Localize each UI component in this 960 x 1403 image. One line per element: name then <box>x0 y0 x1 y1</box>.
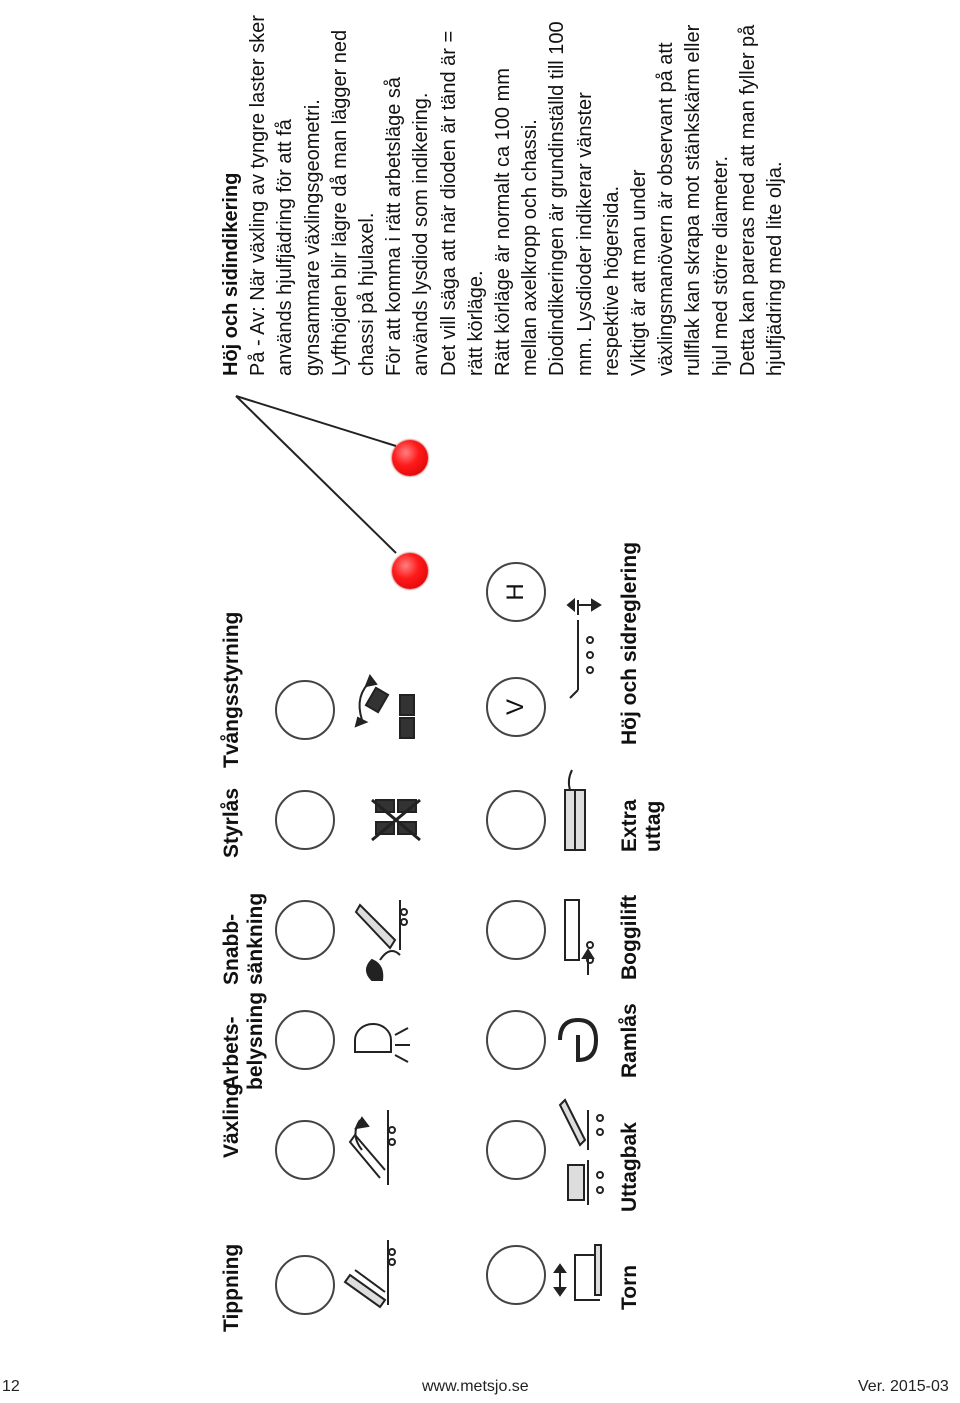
label-tvangsstyrning: Tvångsstyrning <box>220 611 243 768</box>
tower-icon <box>555 1245 601 1300</box>
version-label: Ver. 2015-03 <box>858 1378 949 1395</box>
pointer-line-right <box>236 396 396 446</box>
label-extra-uttag: Extra uttag <box>618 799 665 852</box>
page-number: 12 <box>2 1378 20 1395</box>
description-paragraph: Viktigt är att man under växlingsmanövern är observant på att rullflak kan skrapa mot stänkskärm eller hjul med större diameter. <box>628 24 732 376</box>
label-boggilift: Boggilift <box>618 894 641 980</box>
work-light-icon <box>355 1024 410 1062</box>
description-paragraph: Detta kan pareras med att man fyller på hjulfjädring med lite olja. <box>736 24 787 376</box>
label-torn: Torn <box>618 1264 641 1310</box>
extra-outlet-icon <box>565 770 585 850</box>
description-paragraph: På - Av: När växling av tyngre laster sker används hjulfjädring för att få gynsammare växlingsgeometri. <box>247 15 324 376</box>
bogie-lift-icon <box>565 900 593 975</box>
description-paragraph: För att komma i rätt arbetsläge så används lysdiod som indikering. <box>383 76 433 376</box>
label-vaxling: Växling <box>220 1083 243 1158</box>
label-ramlas: Ramlås <box>618 1003 641 1078</box>
label-hoj-och-sidreglering: Höj och sidreglering <box>618 541 641 745</box>
label-uttagbak: Uttagbak <box>618 1122 641 1212</box>
description-paragraph: Diodindikeringen är grundinställd till 100 mm. Lysdioder indikerar vänster respektive högersida. <box>546 21 623 376</box>
label-styrlas: Styrlås <box>220 787 243 858</box>
description-block <box>218 6 789 376</box>
quick-lowering-icon <box>356 900 407 980</box>
description-paragraph: Lyfthöjden blir lägre då man lägger ned chassi på hjulaxel. <box>328 29 379 376</box>
shifting-trailer-icon <box>350 1110 395 1185</box>
label-arbetsbelysning: Arbets- belysning <box>220 991 267 1090</box>
height-side-adjust-icon <box>568 600 600 698</box>
frame-lock-hook-icon <box>560 1020 596 1060</box>
tipping-trailer-icon <box>345 1240 395 1307</box>
forced-steering-icon <box>356 676 414 738</box>
v-button-letter: V <box>502 699 529 716</box>
description-paragraph: Rätt körläge är normalt ca 100 mm mellan axelkropp och chassi. <box>492 68 542 376</box>
description-heading: Höj och sidindikering <box>220 172 242 376</box>
rear-outlet-icon <box>560 1100 603 1205</box>
steering-lock-icon <box>372 800 420 840</box>
website-url[interactable]: www.metsjo.se <box>422 1378 529 1395</box>
h-button-letter: H <box>502 583 529 601</box>
pointer-line-left <box>236 396 396 553</box>
label-tippning: Tippning <box>220 1243 243 1332</box>
description-paragraph: Det vill säga att när dioden är tänd är = rätt körläge. <box>437 30 487 376</box>
label-snabbsankning: Snabb- sänkning <box>220 892 267 985</box>
